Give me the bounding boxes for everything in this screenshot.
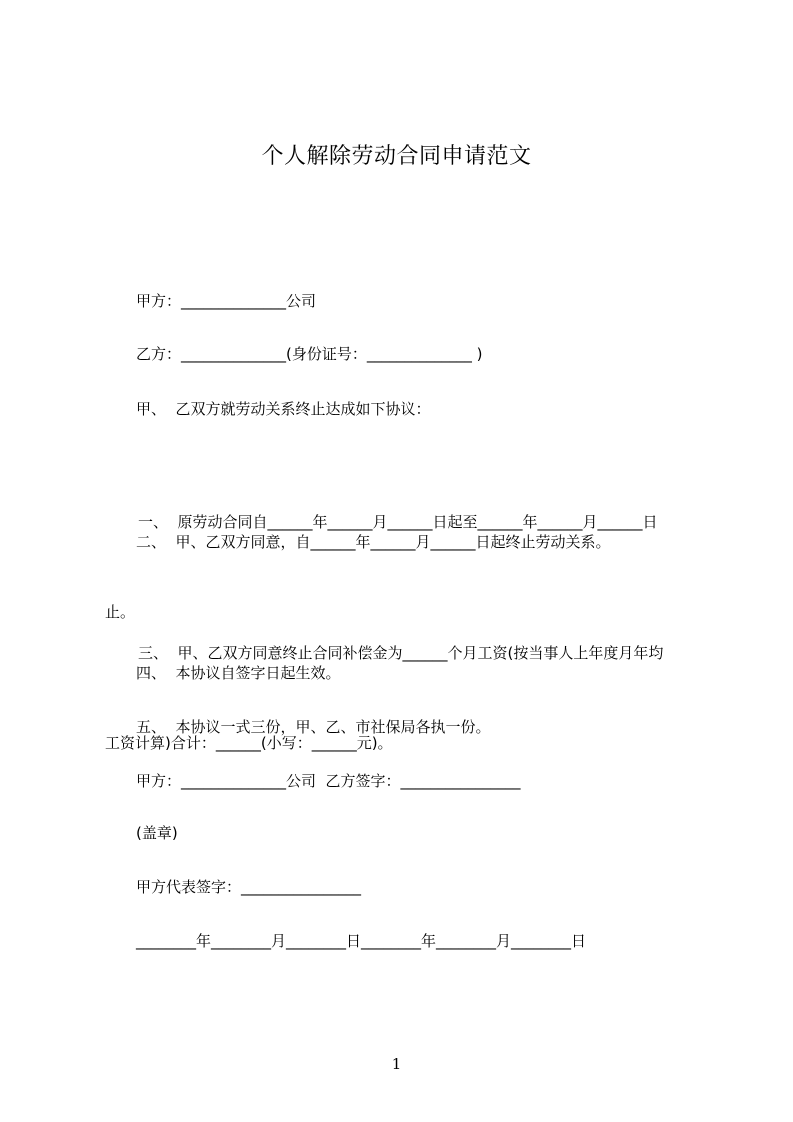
page-number: 1	[391, 1055, 402, 1073]
signature-line: 甲方：______________公司 乙方签字：________________	[136, 772, 521, 790]
clause-3-line-2: 工资计算)合计：______(小写：______元)。	[105, 734, 393, 752]
clause-5: 五、 本协议一式三份，甲、乙、市社保局各执一份。	[136, 718, 491, 736]
clause-2: 二、 甲、乙双方同意，自______年______月______日起终止劳动关系。	[136, 533, 611, 551]
seal-note: (盖章)	[136, 824, 178, 842]
representative-signature: 甲方代表签字：________________	[136, 878, 362, 896]
document-title: 个人解除劳动合同申请范文	[261, 144, 532, 169]
date-line: ________年________月________日________年________月________日	[136, 932, 587, 950]
clause-1-line-1: 一、 原劳动合同自______年______月______日起至______年______月______日	[138, 513, 658, 531]
party-b-line: 乙方：______________(身份证号：______________ )	[136, 345, 483, 363]
clause-3-line-1: 三、 甲、乙双方同意终止合同补偿金为______个月工资(按当事人上年度月年均	[138, 644, 664, 662]
clause-1-line-2: 止。	[105, 603, 136, 621]
party-a-line: 甲方：______________公司	[136, 292, 317, 310]
clause-4: 四、 本协议自签字日起生效。	[136, 664, 341, 682]
agreement-intro: 甲、 乙双方就劳动关系终止达成如下协议：	[136, 400, 431, 418]
